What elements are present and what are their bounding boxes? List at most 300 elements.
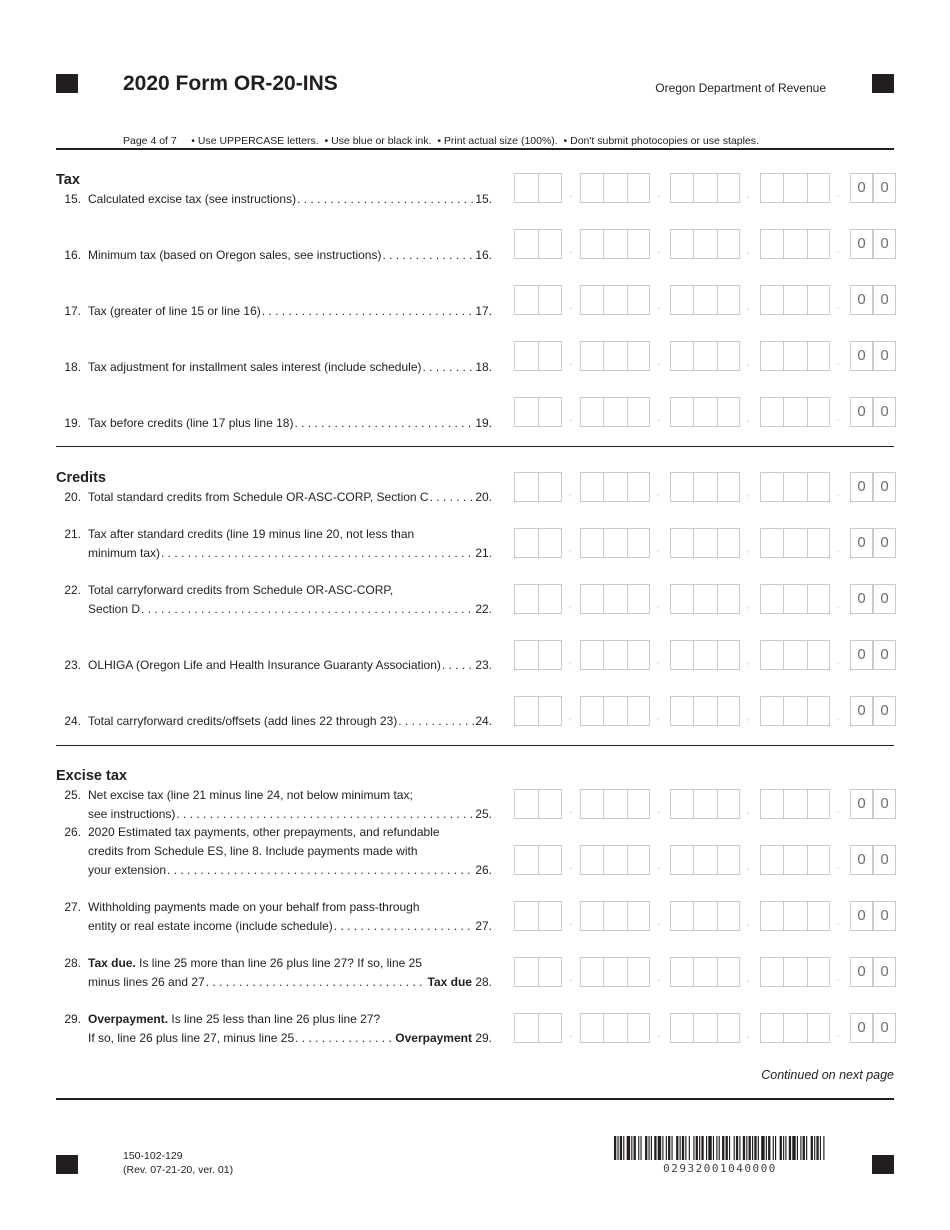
thousands-separator: , bbox=[569, 973, 572, 984]
digit-divider bbox=[717, 528, 718, 558]
amount-field-line-23[interactable] bbox=[514, 640, 898, 670]
thousands-separator: , bbox=[569, 805, 572, 816]
barcode-bar bbox=[739, 1136, 740, 1160]
digit-divider bbox=[807, 901, 808, 931]
line-label-bold: Tax due. bbox=[88, 956, 136, 970]
agency-name: Oregon Department of Revenue bbox=[655, 81, 826, 95]
digit-divider bbox=[538, 528, 539, 558]
digit-group[interactable] bbox=[670, 901, 740, 931]
digit-divider bbox=[807, 173, 808, 203]
line-17 bbox=[56, 302, 492, 321]
barcode-bar bbox=[719, 1136, 720, 1160]
digit-group[interactable] bbox=[580, 640, 650, 670]
digit-group[interactable] bbox=[760, 528, 830, 558]
digit-group[interactable] bbox=[670, 528, 740, 558]
thousands-separator: , bbox=[747, 357, 750, 368]
digit-group[interactable] bbox=[760, 584, 830, 614]
digit-divider bbox=[783, 472, 784, 502]
amount-field-line-18[interactable] bbox=[514, 341, 898, 371]
continued-note: Continued on next page bbox=[761, 1068, 894, 1082]
barcode-bar bbox=[672, 1136, 673, 1160]
digit-divider bbox=[783, 901, 784, 931]
thousands-separator: , bbox=[569, 656, 572, 667]
line-number: 16. bbox=[64, 248, 81, 262]
digit-group[interactable] bbox=[580, 789, 650, 819]
barcode-bar bbox=[816, 1136, 818, 1160]
digit-divider bbox=[603, 397, 604, 427]
digit-divider bbox=[603, 901, 604, 931]
barcode-bar bbox=[797, 1136, 798, 1160]
line-ref: 25. bbox=[475, 807, 492, 821]
thousands-separator: , bbox=[657, 189, 660, 200]
barcode-bar bbox=[734, 1136, 735, 1160]
cents-digit: 0 bbox=[850, 341, 873, 371]
thousands-separator: , bbox=[747, 1029, 750, 1040]
barcode-bar bbox=[693, 1136, 694, 1160]
cents-digit: 0 bbox=[873, 957, 896, 987]
digit-divider bbox=[717, 789, 718, 819]
line-label: Minimum tax (based on Oregon sales, see instructions) bbox=[88, 248, 382, 262]
digit-divider bbox=[538, 397, 539, 427]
digit-divider bbox=[807, 528, 808, 558]
digit-divider bbox=[783, 845, 784, 875]
cents-digit: 0 bbox=[850, 173, 873, 203]
decimal-point: . bbox=[837, 861, 840, 872]
header-rule bbox=[56, 148, 894, 150]
thousands-separator: , bbox=[747, 656, 750, 667]
barcode-number: 02932001040000 bbox=[663, 1162, 777, 1175]
barcode-bar bbox=[699, 1136, 700, 1160]
digit-divider bbox=[538, 957, 539, 987]
digit-divider bbox=[627, 472, 628, 502]
digit-divider bbox=[693, 696, 694, 726]
line-ref: 24. bbox=[475, 714, 492, 728]
barcode-bar bbox=[713, 1136, 714, 1160]
digit-divider bbox=[717, 696, 718, 726]
digit-group[interactable] bbox=[760, 397, 830, 427]
cents-digit: 0 bbox=[850, 640, 873, 670]
digit-divider bbox=[693, 173, 694, 203]
cents-digit: 0 bbox=[850, 472, 873, 502]
amount-field-line-29[interactable] bbox=[514, 1013, 898, 1043]
digit-group[interactable] bbox=[580, 584, 650, 614]
digit-divider bbox=[693, 845, 694, 875]
digit-group[interactable] bbox=[670, 341, 740, 371]
digit-divider bbox=[693, 285, 694, 315]
amount-field-line-19[interactable] bbox=[514, 397, 898, 427]
cents-digit: 0 bbox=[850, 584, 873, 614]
thousands-separator: , bbox=[747, 712, 750, 723]
digit-group[interactable] bbox=[670, 472, 740, 502]
barcode-bar bbox=[640, 1136, 641, 1160]
registration-mark-bottom-left bbox=[56, 1155, 78, 1174]
digit-group[interactable] bbox=[760, 285, 830, 315]
line-label-cont: minimum tax) bbox=[88, 546, 161, 560]
digit-group[interactable] bbox=[760, 341, 830, 371]
digit-group[interactable] bbox=[580, 397, 650, 427]
barcode-bar bbox=[754, 1136, 756, 1160]
digit-group[interactable] bbox=[670, 957, 740, 987]
thousands-separator: , bbox=[747, 488, 750, 499]
digit-divider bbox=[627, 397, 628, 427]
barcode-bar bbox=[620, 1136, 622, 1160]
digit-group[interactable] bbox=[670, 285, 740, 315]
line-ref: 19. bbox=[475, 416, 492, 430]
cents-digit: 0 bbox=[850, 789, 873, 819]
barcode-bar bbox=[811, 1136, 813, 1160]
digit-group[interactable] bbox=[580, 845, 650, 875]
line-number: 20. bbox=[64, 490, 81, 504]
line-label-cont: minus lines 26 and 27 bbox=[88, 975, 205, 989]
line-number: 15. bbox=[64, 192, 81, 206]
amount-field-line-26[interactable] bbox=[514, 845, 898, 875]
digit-divider bbox=[807, 696, 808, 726]
barcode-bar bbox=[775, 1136, 776, 1160]
digit-divider bbox=[693, 1013, 694, 1043]
digit-group[interactable] bbox=[580, 173, 650, 203]
digit-divider bbox=[717, 173, 718, 203]
line-label: 2020 Estimated tax payments, other prepayments, and refundable bbox=[88, 825, 440, 839]
barcode-bar bbox=[645, 1136, 647, 1160]
digit-group[interactable] bbox=[760, 789, 830, 819]
barcode-bar bbox=[654, 1136, 656, 1160]
digit-divider bbox=[603, 528, 604, 558]
digit-divider bbox=[538, 845, 539, 875]
section-heading-tax: Tax bbox=[56, 172, 80, 188]
barcode-bar bbox=[617, 1136, 618, 1160]
thousands-separator: , bbox=[747, 805, 750, 816]
cents-digit: 0 bbox=[873, 173, 896, 203]
digit-divider bbox=[538, 789, 539, 819]
digit-group[interactable] bbox=[670, 397, 740, 427]
digit-divider bbox=[627, 528, 628, 558]
cents-digit: 0 bbox=[873, 845, 896, 875]
registration-mark-top-left bbox=[56, 74, 78, 93]
thousands-separator: , bbox=[569, 544, 572, 555]
thousands-separator: , bbox=[657, 805, 660, 816]
barcode-bar bbox=[722, 1136, 724, 1160]
amount-field-line-24[interactable] bbox=[514, 696, 898, 726]
digit-divider bbox=[693, 528, 694, 558]
registration-mark-top-right bbox=[872, 74, 894, 93]
barcode-bar bbox=[696, 1136, 698, 1160]
digit-divider bbox=[603, 229, 604, 259]
thousands-separator: , bbox=[657, 357, 660, 368]
thousands-separator: , bbox=[747, 301, 750, 312]
cents-digit: 0 bbox=[873, 584, 896, 614]
decimal-point: . bbox=[837, 1029, 840, 1040]
barcode-bar bbox=[746, 1136, 747, 1160]
digit-divider bbox=[603, 341, 604, 371]
line-label: Is line 25 more than line 26 plus line 27? If so, line 25 bbox=[135, 956, 422, 970]
line-label: Calculated excise tax (see instructions) bbox=[88, 192, 297, 206]
digit-group[interactable] bbox=[670, 845, 740, 875]
line-16 bbox=[56, 246, 492, 265]
digit-divider bbox=[538, 341, 539, 371]
barcode-bar bbox=[729, 1136, 730, 1160]
line-ref: 17. bbox=[475, 304, 492, 318]
line-number: 19. bbox=[64, 416, 81, 430]
thousands-separator: , bbox=[747, 973, 750, 984]
cents-digit: 0 bbox=[850, 229, 873, 259]
digit-group[interactable] bbox=[580, 1013, 650, 1043]
cents-digit: 0 bbox=[850, 957, 873, 987]
digit-divider bbox=[693, 341, 694, 371]
amount-field-line-27[interactable] bbox=[514, 901, 898, 931]
amount-field-line-20[interactable] bbox=[514, 472, 898, 502]
thousands-separator: , bbox=[657, 245, 660, 256]
digit-divider bbox=[627, 584, 628, 614]
form-title: 2020 Form OR-20-INS bbox=[123, 72, 338, 95]
line-29 bbox=[56, 1010, 492, 1048]
digit-divider bbox=[783, 341, 784, 371]
line-label: Tax before credits (line 17 plus line 18) bbox=[88, 416, 294, 430]
digit-divider bbox=[627, 696, 628, 726]
line-ref: 20. bbox=[475, 490, 492, 504]
barcode-bar bbox=[785, 1136, 786, 1160]
line-21 bbox=[56, 525, 492, 563]
digit-divider bbox=[807, 584, 808, 614]
cents-digit: 0 bbox=[873, 229, 896, 259]
barcode bbox=[614, 1136, 826, 1160]
digit-group[interactable] bbox=[760, 1013, 830, 1043]
thousands-separator: , bbox=[657, 861, 660, 872]
digit-divider bbox=[807, 229, 808, 259]
thousands-separator: , bbox=[569, 917, 572, 928]
thousands-separator: , bbox=[569, 600, 572, 611]
line-number: 18. bbox=[64, 360, 81, 374]
digit-divider bbox=[627, 845, 628, 875]
digit-group[interactable] bbox=[670, 584, 740, 614]
digit-divider bbox=[783, 285, 784, 315]
digit-group[interactable] bbox=[670, 173, 740, 203]
cents-digit: 0 bbox=[873, 472, 896, 502]
digit-group[interactable] bbox=[760, 696, 830, 726]
line-number: 28. bbox=[64, 956, 81, 970]
thousands-separator: , bbox=[657, 917, 660, 928]
line-28 bbox=[56, 954, 492, 992]
thousands-separator: , bbox=[657, 600, 660, 611]
line-ref: 18. bbox=[475, 360, 492, 374]
line-label-cont: credits from Schedule ES, line 8. Include payments made with bbox=[88, 844, 418, 858]
line-ref: 16. bbox=[475, 248, 492, 262]
cents-digit: 0 bbox=[850, 397, 873, 427]
amount-field-line-16[interactable] bbox=[514, 229, 898, 259]
line-23 bbox=[56, 656, 492, 675]
barcode-bar bbox=[726, 1136, 728, 1160]
line-22 bbox=[56, 581, 492, 619]
line-label-cont: Section D bbox=[88, 602, 141, 616]
digit-divider bbox=[783, 1013, 784, 1043]
digit-group[interactable] bbox=[580, 229, 650, 259]
digit-divider bbox=[603, 472, 604, 502]
digit-group[interactable] bbox=[580, 472, 650, 502]
amount-field-line-17[interactable] bbox=[514, 285, 898, 315]
line-ref: 29. bbox=[475, 1031, 492, 1045]
line-26 bbox=[56, 823, 492, 880]
digit-divider bbox=[783, 528, 784, 558]
barcode-bar bbox=[614, 1136, 616, 1160]
digit-divider bbox=[538, 285, 539, 315]
decimal-point: . bbox=[837, 245, 840, 256]
line-number: 17. bbox=[64, 304, 81, 318]
digit-divider bbox=[538, 901, 539, 931]
line-ref: 21. bbox=[475, 546, 492, 560]
digit-divider bbox=[717, 1013, 718, 1043]
digit-divider bbox=[717, 341, 718, 371]
digit-group[interactable] bbox=[580, 957, 650, 987]
barcode-bar bbox=[752, 1136, 753, 1160]
digit-group[interactable] bbox=[760, 173, 830, 203]
barcode-bar bbox=[651, 1136, 652, 1160]
line-15 bbox=[56, 190, 492, 209]
barcode-bar bbox=[749, 1136, 751, 1160]
digit-divider bbox=[603, 173, 604, 203]
line-label: Total carryforward credits/offsets (add lines 22 through 23) bbox=[88, 714, 398, 728]
digit-group[interactable] bbox=[580, 285, 650, 315]
thousands-separator: , bbox=[747, 917, 750, 928]
digit-divider bbox=[693, 397, 694, 427]
digit-group[interactable] bbox=[760, 845, 830, 875]
digit-divider bbox=[603, 957, 604, 987]
form-number: 150-102-129 bbox=[123, 1150, 183, 1162]
digit-divider bbox=[783, 789, 784, 819]
digit-divider bbox=[717, 472, 718, 502]
cents-digit: 0 bbox=[850, 528, 873, 558]
digit-group[interactable] bbox=[580, 901, 650, 931]
section-heading-excise-tax: Excise tax bbox=[56, 768, 127, 784]
decimal-point: . bbox=[837, 189, 840, 200]
thousands-separator: , bbox=[569, 488, 572, 499]
digit-group[interactable] bbox=[760, 901, 830, 931]
digit-divider bbox=[807, 957, 808, 987]
barcode-bar bbox=[685, 1136, 686, 1160]
cents-digit: 0 bbox=[873, 1013, 896, 1043]
cents-digit: 0 bbox=[873, 285, 896, 315]
barcode-bar bbox=[689, 1136, 690, 1160]
thousands-separator: , bbox=[657, 712, 660, 723]
digit-group[interactable] bbox=[760, 957, 830, 987]
digit-group[interactable] bbox=[670, 1013, 740, 1043]
digit-divider bbox=[693, 957, 694, 987]
decimal-point: . bbox=[837, 973, 840, 984]
thousands-separator: , bbox=[569, 413, 572, 424]
digit-divider bbox=[717, 397, 718, 427]
digit-divider bbox=[717, 285, 718, 315]
thousands-separator: , bbox=[569, 1029, 572, 1040]
cents-digit: 0 bbox=[873, 696, 896, 726]
cents-digit: 0 bbox=[850, 285, 873, 315]
digit-group[interactable] bbox=[760, 229, 830, 259]
barcode-bar bbox=[773, 1136, 774, 1160]
line-label: Withholding payments made on your behalf from pass-through bbox=[88, 900, 420, 914]
cents-digit: 0 bbox=[850, 1013, 873, 1043]
digit-divider bbox=[717, 901, 718, 931]
amount-field-line-22[interactable] bbox=[514, 584, 898, 614]
amount-field-line-28[interactable] bbox=[514, 957, 898, 987]
barcode-bar bbox=[701, 1136, 703, 1160]
digit-divider bbox=[538, 472, 539, 502]
barcode-bar bbox=[820, 1136, 821, 1160]
form-revision: (Rev. 07-21-20, ver. 01) bbox=[123, 1164, 234, 1176]
amount-field-line-21[interactable] bbox=[514, 528, 898, 558]
line-24 bbox=[56, 712, 492, 731]
line-number: 21. bbox=[64, 527, 81, 541]
digit-group[interactable] bbox=[580, 528, 650, 558]
tax-due-label: Tax due bbox=[427, 975, 472, 989]
line-label-cont: see instructions) bbox=[88, 807, 176, 821]
overpayment-label: Overpayment bbox=[395, 1031, 472, 1045]
line-25 bbox=[56, 786, 492, 824]
digit-divider bbox=[783, 584, 784, 614]
barcode-bar bbox=[761, 1136, 764, 1160]
digit-divider bbox=[538, 1013, 539, 1043]
line-ref: 27. bbox=[475, 919, 492, 933]
thousands-separator: , bbox=[569, 712, 572, 723]
digit-group[interactable] bbox=[670, 696, 740, 726]
line-number: 24. bbox=[64, 714, 81, 728]
thousands-separator: , bbox=[657, 488, 660, 499]
barcode-bar bbox=[706, 1136, 707, 1160]
cents-digit: 0 bbox=[873, 397, 896, 427]
registration-mark-bottom-right bbox=[872, 1155, 894, 1174]
digit-divider bbox=[603, 845, 604, 875]
footer-rule bbox=[56, 1098, 894, 1100]
digit-group[interactable] bbox=[580, 341, 650, 371]
line-label: Tax after standard credits (line 19 minus line 20, not less than bbox=[88, 527, 415, 541]
decimal-point: . bbox=[837, 600, 840, 611]
cents-digit: 0 bbox=[850, 696, 873, 726]
line-18 bbox=[56, 358, 492, 377]
digit-group[interactable] bbox=[670, 640, 740, 670]
digit-divider bbox=[603, 584, 604, 614]
cents-digit: 0 bbox=[850, 901, 873, 931]
amount-field-line-25[interactable] bbox=[514, 789, 898, 819]
digit-group[interactable] bbox=[760, 640, 830, 670]
digit-group[interactable] bbox=[670, 789, 740, 819]
barcode-bar bbox=[783, 1136, 784, 1160]
digit-divider bbox=[783, 640, 784, 670]
digit-divider bbox=[627, 789, 628, 819]
digit-divider bbox=[603, 1013, 604, 1043]
line-ref: 28. bbox=[475, 975, 492, 989]
barcode-bar bbox=[682, 1136, 684, 1160]
digit-divider bbox=[627, 229, 628, 259]
cents-digit: 0 bbox=[873, 640, 896, 670]
thousands-separator: , bbox=[657, 973, 660, 984]
barcode-bar bbox=[792, 1136, 795, 1160]
line-label: Net excise tax (line 21 minus line 24, not below minimum tax; bbox=[88, 788, 413, 802]
digit-group[interactable] bbox=[580, 696, 650, 726]
thousands-separator: , bbox=[657, 656, 660, 667]
barcode-bar bbox=[814, 1136, 815, 1160]
form-code bbox=[123, 1149, 233, 1177]
digit-group[interactable] bbox=[670, 229, 740, 259]
cents-digit: 0 bbox=[850, 845, 873, 875]
thousands-separator: , bbox=[747, 600, 750, 611]
thousands-separator: , bbox=[657, 544, 660, 555]
digit-divider bbox=[693, 789, 694, 819]
digit-divider bbox=[783, 229, 784, 259]
thousands-separator: , bbox=[569, 861, 572, 872]
amount-field-line-15[interactable] bbox=[514, 173, 898, 203]
cents-digit: 0 bbox=[873, 789, 896, 819]
line-label-cont: entity or real estate income (include schedule) bbox=[88, 919, 333, 933]
line-27 bbox=[56, 898, 492, 936]
digit-group[interactable] bbox=[760, 472, 830, 502]
line-number: 23. bbox=[64, 658, 81, 672]
digit-divider bbox=[717, 584, 718, 614]
